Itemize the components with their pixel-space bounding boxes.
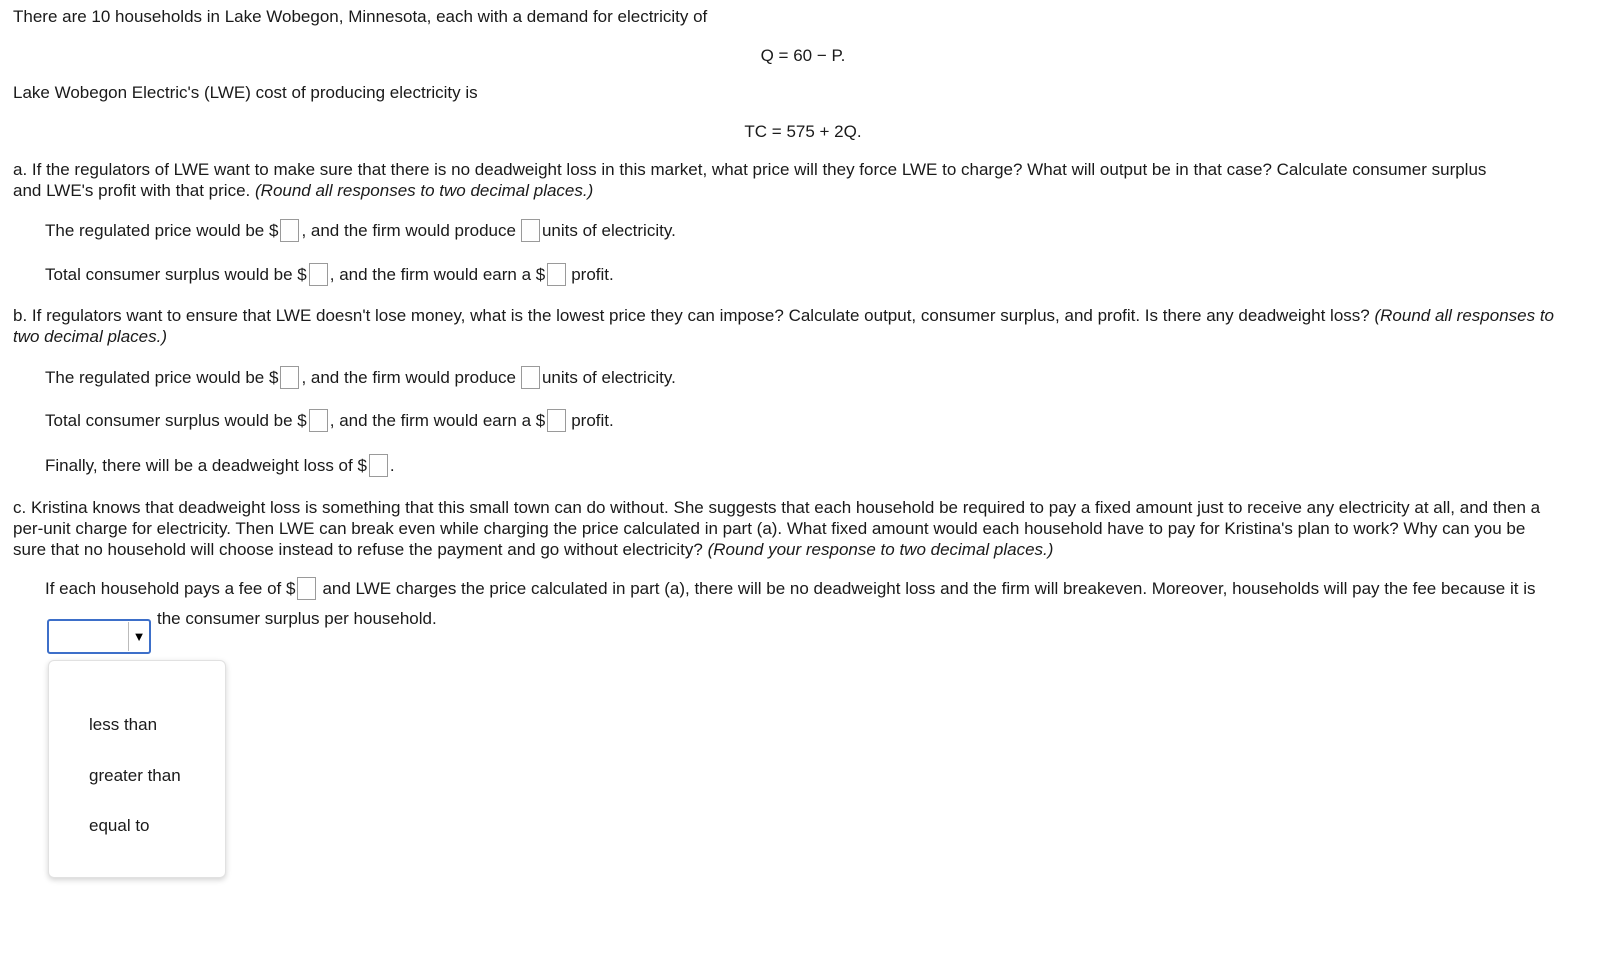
label: , and the firm would earn a $: [329, 410, 546, 430]
part-a-row-2: [45, 261, 614, 287]
label: and LWE charges the price calculated in part (a), there will be no deadweight loss and the firm will breakeven. Moreover, households will pay the fee because it is: [322, 578, 1536, 598]
label: profit.: [571, 410, 614, 430]
part-c-answer-tail: the consumer surplus per household.: [157, 609, 437, 628]
label: The regulated price would be $: [45, 367, 279, 387]
part-b-output-input[interactable]: [521, 366, 540, 389]
part-b-row-3: [45, 452, 395, 478]
chevron-down-icon: ▼: [128, 622, 149, 651]
part-a-question-text: a. If the regulators of LWE want to make sure that there is no deadweight loss in this market, what price will they force LWE to charge? What will output be in that case? Calculate consumer surplus and LWE's profit with that price.: [13, 160, 1487, 200]
label: units of electricity.: [541, 367, 676, 387]
part-c-fee-input[interactable]: [297, 577, 316, 600]
part-a-question: [13, 159, 1493, 201]
comparison-dropdown-menu: [48, 660, 226, 878]
part-c-instruction: (Round your response to two decimal places.): [707, 540, 1054, 559]
part-b-question-text: b. If regulators want to ensure that LWE doesn't lose money, what is the lowest price they can impose? Calculate output, consumer surplus, and profit. Is there any deadweight loss?: [13, 306, 1370, 325]
part-b-deadweight-loss-input[interactable]: [369, 454, 388, 477]
label: Finally, there will be a deadweight loss of $: [45, 455, 367, 475]
part-a-price-input[interactable]: [280, 219, 299, 242]
label: , and the firm would produce: [301, 367, 516, 387]
intro-text-1: There are 10 households in Lake Wobegon, Minnesota, each with a demand for electricity of: [13, 7, 708, 26]
dropdown-option-equal-to[interactable]: equal to: [89, 816, 150, 835]
label: .: [389, 455, 395, 475]
part-a-instruction: (Round all responses to two decimal places.): [255, 181, 594, 200]
dropdown-option-greater-than[interactable]: greater than: [89, 766, 181, 785]
label: Total consumer surplus would be $: [45, 264, 307, 284]
part-b-price-input[interactable]: [280, 366, 299, 389]
label: If each household pays a fee of $: [45, 578, 296, 598]
label: The regulated price would be $: [45, 220, 279, 240]
part-b-consumer-surplus-input[interactable]: [309, 409, 328, 432]
part-b-row-1: [45, 364, 676, 390]
part-c-question: [13, 497, 1563, 560]
cost-equation: TC = 575 + 2Q.: [744, 122, 862, 141]
part-a-profit-input[interactable]: [547, 263, 566, 286]
label: profit.: [571, 264, 614, 284]
part-b-profit-input[interactable]: [547, 409, 566, 432]
part-a-consumer-surplus-input[interactable]: [309, 263, 328, 286]
dropdown-option-less-than[interactable]: less than: [89, 715, 158, 734]
label: units of electricity.: [541, 220, 676, 240]
label: Total consumer surplus would be $: [45, 410, 307, 430]
comparison-select[interactable]: [47, 619, 151, 654]
part-c-question-text: c. Kristina knows that deadweight loss is something that this small town can do without. She suggests that each household be required to pay a fixed amount just to receive any electricity at all, and then a per-unit charge for electricity. Then LWE can break even while charging the price calculated in part (a). What fixed amount would each household have to pay for Kristina's plan to work? Why can you be sure that no household will choose instead to refuse the payment and go without electricity?: [13, 498, 1541, 559]
label: , and the firm would produce: [301, 220, 516, 240]
intro-text-2: Lake Wobegon Electric's (LWE) cost of producing electricity is: [13, 83, 478, 102]
part-c-answer-row: [45, 575, 1535, 601]
label: , and the firm would earn a $: [329, 264, 546, 284]
part-b-question: [13, 305, 1558, 347]
part-a-row-1: [45, 217, 676, 243]
demand-equation: Q = 60 − P.: [760, 46, 846, 65]
part-b-row-2: [45, 407, 614, 433]
part-b-instruction: (Round all responses to two decimal places.): [13, 306, 1555, 346]
part-a-output-input[interactable]: [521, 219, 540, 242]
